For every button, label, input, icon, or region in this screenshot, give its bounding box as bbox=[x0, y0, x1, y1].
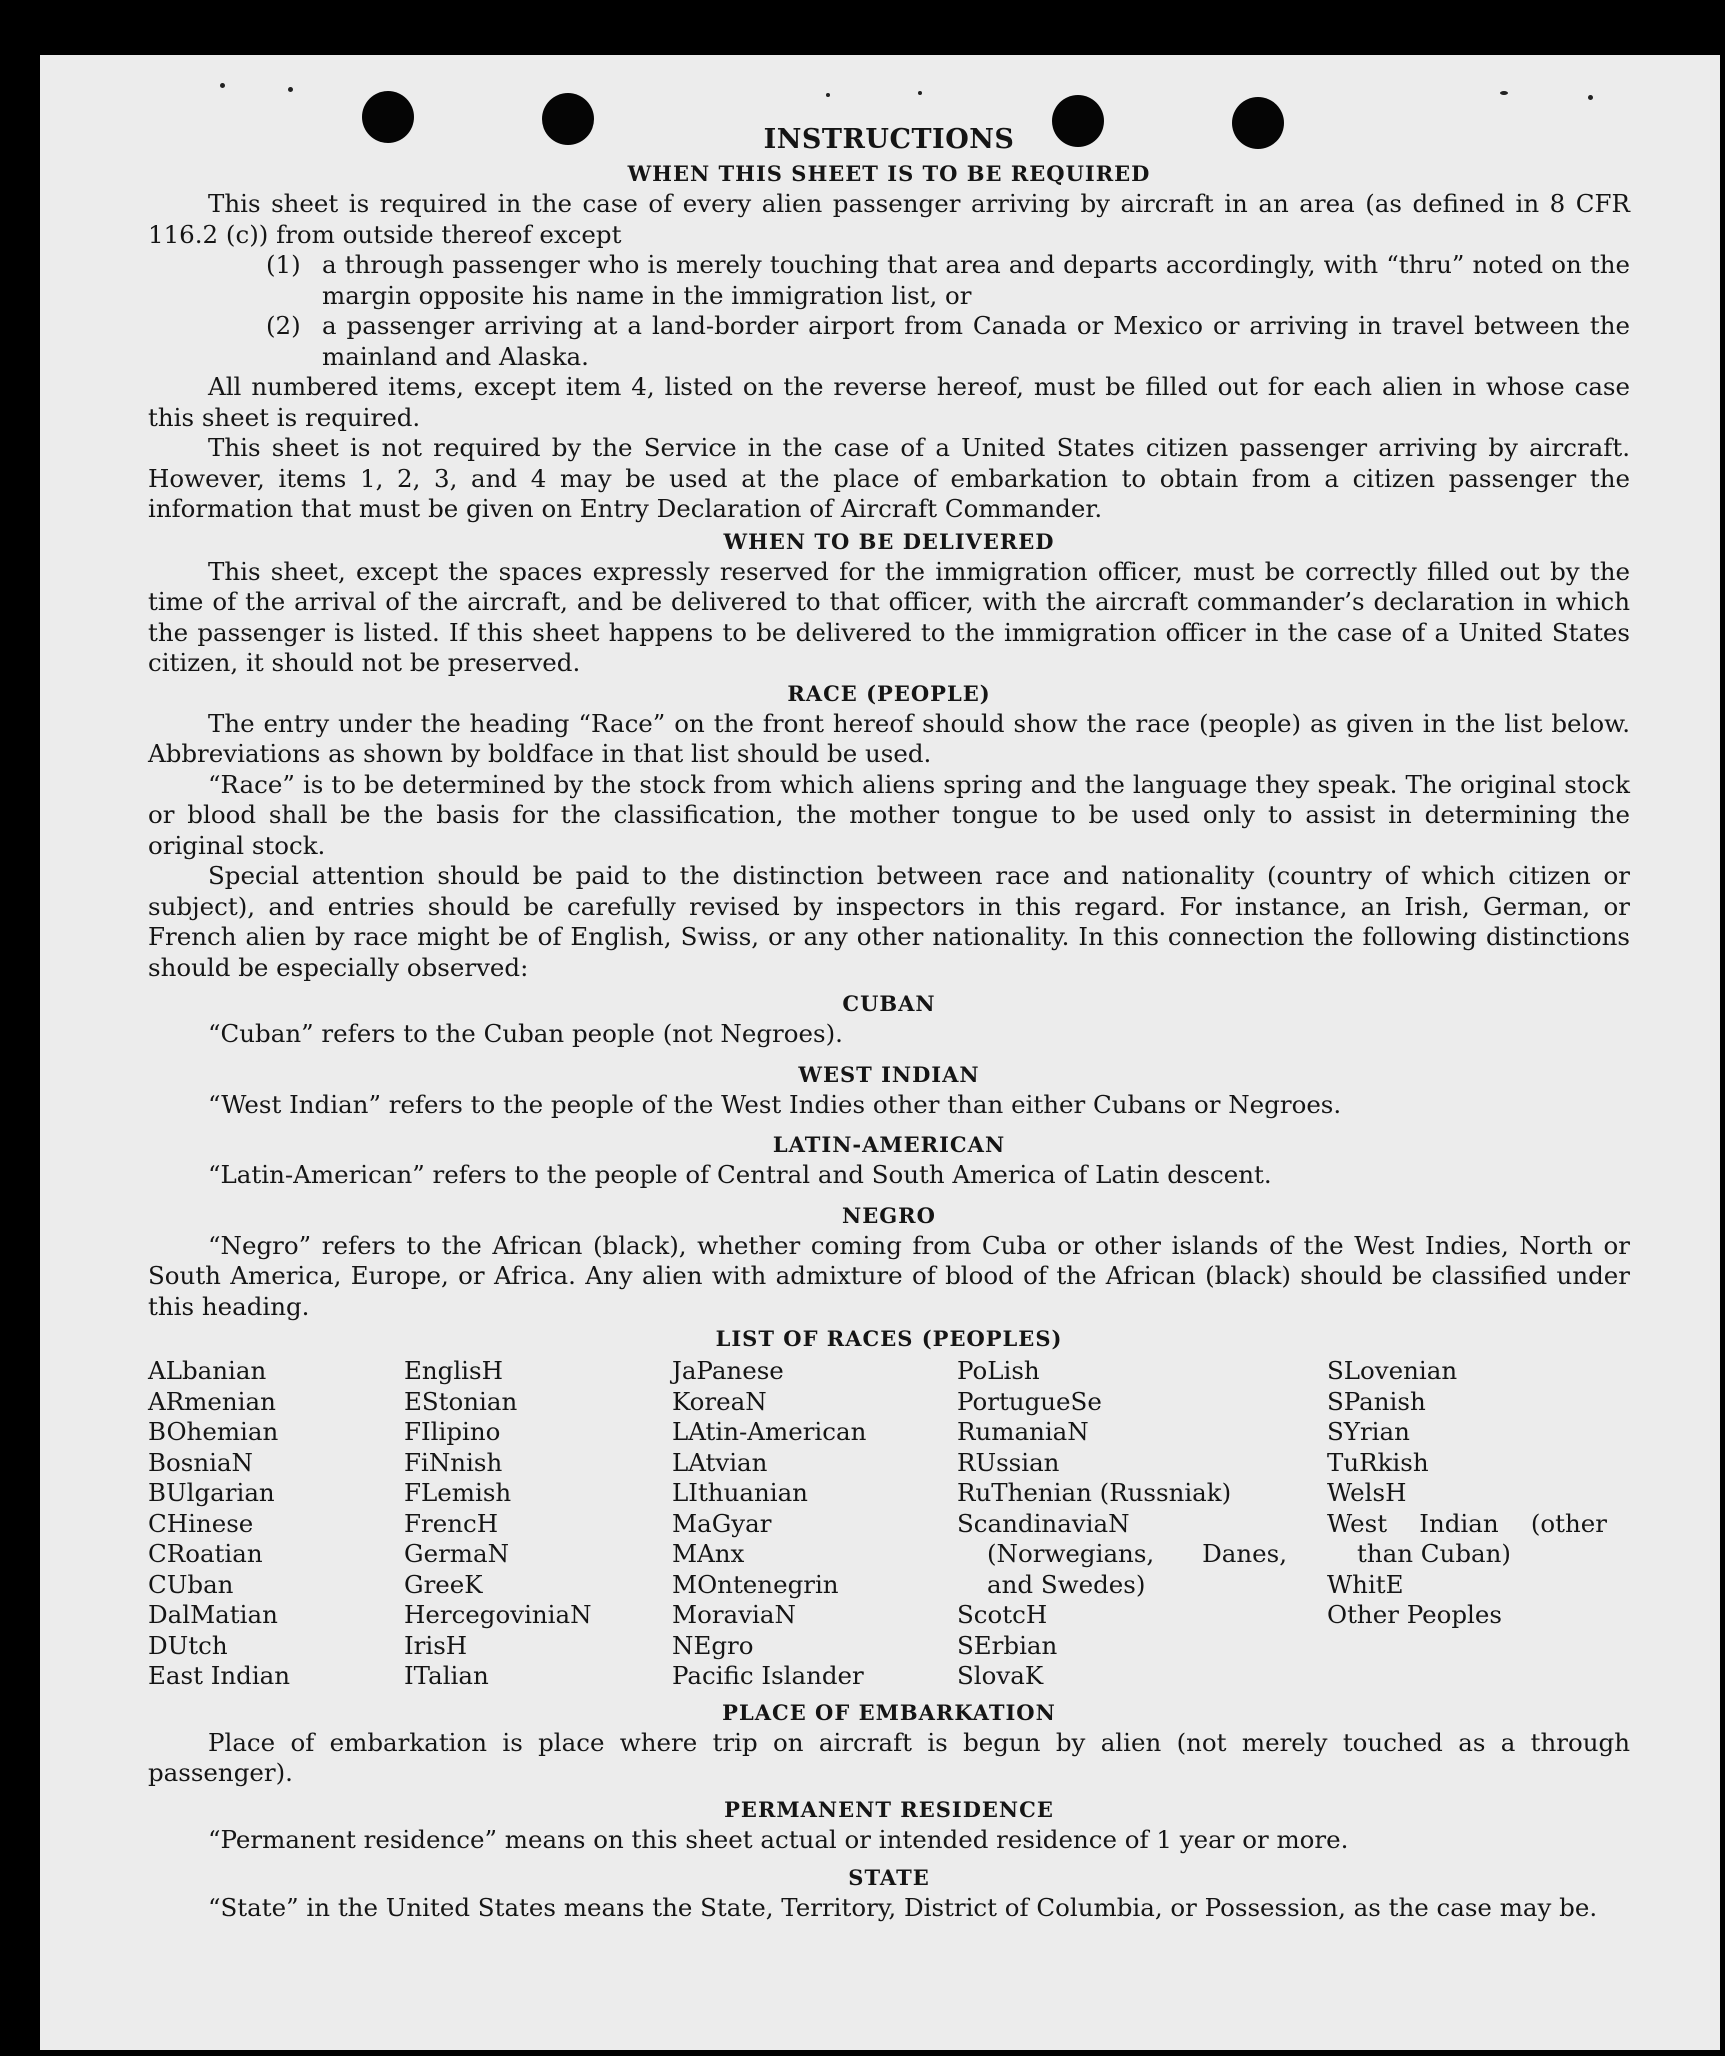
race-entry: FiNnish bbox=[404, 1447, 503, 1477]
race-entry: SPanish bbox=[1327, 1386, 1426, 1416]
heading-permanent-residence: PERMANENT RESIDENCE bbox=[724, 1796, 1054, 1822]
heading-place-of-embarkation: PLACE OF EMBARKATION bbox=[722, 1699, 1056, 1725]
race-entry: West Indian (other than Cuban) bbox=[1327, 1508, 1607, 1568]
speck bbox=[1500, 91, 1508, 95]
race-entry: EStonian bbox=[404, 1386, 518, 1416]
race-entry: NEgro bbox=[672, 1630, 754, 1660]
race-entry: PortugueSe bbox=[957, 1386, 1102, 1416]
race-entry: BOhemian bbox=[148, 1417, 279, 1446]
race-entry: ScandinaviaN (Norwegians, Danes, and Swedes) bbox=[957, 1508, 1287, 1599]
heading-list-of-races: LIST OF RACES (PEOPLES) bbox=[715, 1326, 1063, 1351]
document-sheet bbox=[40, 55, 1720, 2050]
race-entry: DUtch bbox=[148, 1630, 228, 1660]
race-entry: FrencH bbox=[404, 1508, 499, 1538]
race-entry: WelsH bbox=[1327, 1478, 1407, 1507]
race-entry: HercegoviniaN bbox=[404, 1600, 592, 1629]
race-entry: ITalian bbox=[404, 1661, 489, 1690]
race-entry: MOntenegrin bbox=[672, 1569, 839, 1599]
race-entry: SlovaK bbox=[957, 1661, 1044, 1690]
exception-item-2 bbox=[266, 311, 1630, 372]
race-entry: WhitE bbox=[1327, 1569, 1404, 1599]
race-entry: Other Peoples bbox=[1327, 1600, 1502, 1629]
item-number: (1) bbox=[266, 250, 301, 279]
race-entry: EnglisH bbox=[404, 1356, 503, 1385]
race-entry: PoLish bbox=[957, 1356, 1040, 1385]
race-entry: BosniaN bbox=[148, 1447, 253, 1477]
heading-race: RACE (PEOPLE) bbox=[787, 680, 991, 706]
heading-state: STATE bbox=[848, 1865, 930, 1890]
race-entry: GreeK bbox=[404, 1569, 483, 1599]
races-column-5 bbox=[1327, 1356, 1607, 1692]
race-entry: CRoatian bbox=[148, 1539, 263, 1568]
race-entry: JaPanese bbox=[672, 1356, 784, 1385]
race-entry: GermaN bbox=[404, 1539, 510, 1568]
state-paragraph: “State” in the United States means the State, Territory, District of Columbia, or Possession, as the case may be. bbox=[208, 1893, 1598, 1922]
race-entry: ARmenian bbox=[148, 1386, 276, 1416]
race-entry: ALbanian bbox=[148, 1356, 267, 1385]
cuban-paragraph: “Cuban” refers to the Cuban people (not Negroes). bbox=[208, 1019, 843, 1048]
race-entry: LAtvian bbox=[672, 1447, 768, 1477]
item-number: (2) bbox=[266, 311, 301, 340]
delivered-paragraph: This sheet, except the spaces expressly reserved for the immigration officer, must be correctly filled out by the time of the arrival of the aircraft, and be delivered to that officer, with the aircraft commander’s declaration in which the passenger is listed. If this sheet happens to be delivered to the immigration officer in the case of a United States citizen, it should not be preserved. bbox=[148, 556, 1630, 677]
race-entry: MoraviaN bbox=[672, 1600, 796, 1629]
race-paragraph-3: Special attention should be paid to the distinction between race and nationality (country of which citizen or subject), and entries should be carefully revised by inspectors in this regard. For instance, an Irish, German, or French alien by race might be of English, Swiss, or any other nationality. In this connection the following distinctions should be especially observed: bbox=[148, 861, 1630, 982]
race-entry: CHinese bbox=[148, 1508, 254, 1538]
race-entry: RumaniaN bbox=[957, 1417, 1089, 1446]
embarkation-paragraph: Place of embarkation is place where trip on aircraft is begun by alien (not merely touched as a through passenger). bbox=[148, 1727, 1630, 1787]
race-entry: BUlgarian bbox=[148, 1478, 275, 1507]
race-entry: SYrian bbox=[1327, 1417, 1410, 1446]
heading-when-required: WHEN THIS SHEET IS TO BE REQUIRED bbox=[627, 161, 1151, 186]
instructions-content bbox=[148, 123, 1630, 1924]
races-column-3 bbox=[672, 1356, 957, 1692]
item-text: a passenger arriving at a land-border airport from Canada or Mexico or arriving in travel between the mainland and Alaska. bbox=[322, 311, 1630, 371]
race-entry: LIthuanian bbox=[672, 1478, 808, 1507]
speck bbox=[826, 93, 830, 97]
race-paragraph-2: “Race” is to be determined by the stock from which aliens spring and the language they speak. The original stock or blood shall be the basis for the classification, the mother tongue to be used only to assist in determining the original stock. bbox=[148, 769, 1630, 860]
race-entry: CUban bbox=[148, 1569, 234, 1599]
residence-paragraph: “Permanent residence” means on this sheet actual or intended residence of 1 year or more. bbox=[208, 1824, 1349, 1854]
race-entry: DalMatian bbox=[148, 1600, 278, 1629]
heading-cuban: CUBAN bbox=[842, 991, 936, 1016]
heading-negro: NEGRO bbox=[842, 1202, 936, 1228]
speck bbox=[918, 91, 922, 95]
west-indian-paragraph: “West Indian” refers to the people of the West Indies other than either Cubans or Negroes. bbox=[208, 1089, 1342, 1119]
race-paragraph-1: The entry under the heading “Race” on the front hereof should show the race (people) as given in the list below. Abbreviations as shown by boldface in that list should be used. bbox=[148, 708, 1630, 768]
speck bbox=[220, 83, 225, 88]
race-entry: FLemish bbox=[404, 1478, 512, 1507]
heading-when-delivered: WHEN TO BE DELIVERED bbox=[723, 528, 1055, 554]
race-entry: MAnx bbox=[672, 1539, 745, 1568]
race-entry: MaGyar bbox=[672, 1508, 772, 1538]
race-entry: FIlipino bbox=[404, 1417, 501, 1446]
races-column-1 bbox=[148, 1356, 404, 1692]
race-entry: RuThenian (Russniak) bbox=[957, 1478, 1232, 1507]
item-text: a through passenger who is merely touching that area and departs accordingly, with “thru” noted on the margin opposite his name in the immigration list, or bbox=[322, 250, 1630, 310]
speck bbox=[288, 87, 293, 92]
race-entry: ScotcH bbox=[957, 1600, 1048, 1629]
latin-american-paragraph: “Latin-American” refers to the people of Central and South America of Latin descent. bbox=[208, 1160, 1272, 1189]
race-entry: SLovenian bbox=[1327, 1356, 1458, 1385]
race-entry: Pacific Islander bbox=[672, 1661, 864, 1690]
negro-paragraph: “Negro” refers to the African (black), whether coming from Cuba or other islands of the West Indies, North or South America, Europe, or Africa. Any alien with admixture of blood of the African (black) should be classified under this heading. bbox=[148, 1230, 1630, 1321]
races-column-2 bbox=[404, 1356, 672, 1692]
race-entry: TuRkish bbox=[1327, 1447, 1429, 1477]
exception-item-1 bbox=[266, 250, 1630, 311]
race-entry: IrisH bbox=[404, 1630, 468, 1660]
heading-west-indian: WEST INDIAN bbox=[798, 1061, 980, 1087]
races-column-4 bbox=[957, 1356, 1327, 1692]
race-entry: East Indian bbox=[148, 1661, 291, 1690]
heading-latin-american: LATIN-AMERICAN bbox=[772, 1132, 1006, 1157]
race-entry: LAtin-American bbox=[672, 1417, 867, 1446]
page-title: INSTRUCTIONS bbox=[763, 124, 1015, 155]
race-entry: RUssian bbox=[957, 1447, 1060, 1477]
races-list bbox=[148, 1356, 1630, 1692]
speck bbox=[1588, 95, 1593, 100]
required-paragraph-2: All numbered items, except item 4, listed on the reverse hereof, must be filled out for each alien in whose case this sheet is required. bbox=[148, 372, 1630, 432]
required-intro: This sheet is required in the case of every alien passenger arriving by aircraft in an area (as defined in 8 CFR 116.2 (c)) from outside thereof except bbox=[148, 189, 1630, 249]
race-entry: SErbian bbox=[957, 1630, 1058, 1660]
required-paragraph-3: This sheet is not required by the Service in the case of a United States citizen passenger arriving by aircraft. However, items 1, 2, 3, and 4 may be used at the place of embarkation to obtain from a citizen passenger the information that must be given on Entry Declaration of Aircraft Commander. bbox=[148, 433, 1630, 523]
race-entry: KoreaN bbox=[672, 1386, 767, 1416]
